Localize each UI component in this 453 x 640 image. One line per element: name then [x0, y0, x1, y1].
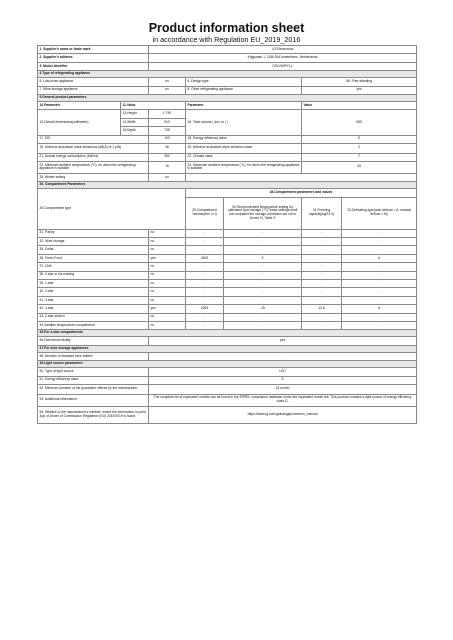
compartment-defrost: A	[342, 305, 417, 313]
compartment-freezing: -	[302, 288, 342, 296]
volume-label: 16. Total volume ( dm³ or l )	[186, 110, 302, 135]
address-row	[38, 54, 417, 62]
compartment-temp: -	[224, 288, 302, 296]
noise-class-value: C	[302, 143, 417, 153]
compartment-name: 41. 3-star	[38, 296, 149, 304]
product-info-table	[37, 45, 417, 424]
compartment-temp: 3	[224, 254, 302, 262]
additional-label: 53. Additional information:	[38, 394, 149, 406]
light-class-value: G	[149, 376, 417, 384]
compartment-temp: -	[224, 246, 302, 254]
params-section-title: 9.General product parameters	[38, 94, 417, 101]
compartment-volume: -	[186, 246, 224, 254]
compartment-temp: -	[224, 229, 302, 237]
compartment-volume: -	[186, 263, 224, 271]
table-row	[38, 280, 417, 288]
compartment-defrost: -	[342, 271, 417, 279]
low-noise-label: 5. Low-noise appliance	[38, 78, 149, 86]
width-value: 913	[149, 118, 186, 126]
compartment-present: no	[149, 246, 186, 254]
compartment-freezing: -	[302, 229, 342, 237]
ee-class-value: E	[302, 135, 417, 143]
winter-value: no	[149, 173, 186, 181]
compartment-freezing: -	[302, 313, 342, 321]
energy-value: 352	[149, 153, 186, 161]
compartment-name: 38. 0-star or ice-making	[38, 271, 149, 279]
bottles-value: -	[149, 352, 417, 360]
ee-class-label: 18. Energy efficiency class	[186, 135, 302, 143]
table-row	[38, 254, 417, 262]
col-parameter: 10.Parameter	[38, 101, 121, 109]
compartment-name: 31. Pantry	[38, 229, 149, 237]
supplier-row	[38, 46, 417, 54]
bottles-row	[38, 352, 417, 360]
design-label: 6. Design type	[186, 78, 302, 86]
compartment-name: 44.Variable temperature compartment	[38, 321, 149, 329]
compartment-defrost: -	[342, 288, 417, 296]
website-label: 54. Weblink to the manufacturer's website, where the information in point 4(a) of Annex of Commission Regulation (EU) 2019/2019 is found	[38, 406, 149, 423]
fast-freeze-row	[38, 337, 417, 345]
table-row	[38, 238, 417, 246]
light-type-label: 50. Type of light source	[38, 368, 149, 376]
compartment-present: yes	[149, 305, 186, 313]
compartment-temp: -	[224, 296, 302, 304]
table-row	[38, 246, 417, 254]
col-defrost: 32.Defrosting type(auto-defrost = A, manual defrost = M)	[342, 197, 417, 229]
noise-class-label: 20. Airborne acoustical noise emission class	[186, 143, 302, 153]
compartment-temp: -	[224, 238, 302, 246]
compartment-freezing: -	[302, 271, 342, 279]
compartment-present: no	[149, 271, 186, 279]
params-column-header	[38, 101, 417, 109]
supplier-label: 1. Supplier's name or trade mark	[38, 46, 149, 54]
website-row	[38, 406, 417, 423]
compartment-present: yes	[149, 254, 186, 262]
compartment-present: no	[149, 321, 186, 329]
compartment-volume: -	[186, 238, 224, 246]
compartment-name: 35. Cellar	[38, 246, 149, 254]
compartment-volume: -	[186, 313, 224, 321]
compartment-volume: -	[186, 296, 224, 304]
noise-value: 36	[149, 143, 186, 153]
compartment-name: 36. Fresh Food	[38, 254, 149, 262]
light-type-row	[38, 368, 417, 376]
temp-row	[38, 161, 417, 173]
website-value: https://www.lg.com/global/gap/common_manual	[149, 406, 417, 423]
compartment-volume: 4302	[186, 254, 224, 262]
compartment-temp: -	[224, 321, 302, 329]
volume-value: 655	[302, 110, 417, 135]
compartment-defrost: -	[342, 313, 417, 321]
compartment-temp: -	[224, 280, 302, 288]
compartment-defrost: -	[342, 229, 417, 237]
fast-freeze-label: 46.Fast freeze facility	[38, 337, 149, 345]
compartment-freezing: -	[302, 280, 342, 288]
additional-row	[38, 394, 417, 406]
four-star-title: 45.For 4-star compartments	[38, 330, 417, 337]
height-label: 13.Height	[121, 110, 149, 118]
compartment-group-title: 28.Compartment parameters and values	[186, 189, 417, 197]
energy-row	[38, 153, 417, 161]
wine-title: 47.For wine storage appliances	[38, 345, 417, 352]
table-row	[38, 313, 417, 321]
model-value: GSLV60PYLL	[149, 62, 417, 70]
col-parameter-2: Parameter	[186, 101, 302, 109]
compartment-defrost: -	[342, 321, 417, 329]
compartment-volume: -	[186, 229, 224, 237]
compartment-name: 42. 4-star	[38, 305, 149, 313]
other-label: 8. Other refrigerating appliance	[186, 86, 302, 94]
col-temp: 30.Recommended temperature setting for optimised food storage (°C)These settings shall not contradict the storage conditions set out in Annex IV, Table 3	[224, 197, 302, 229]
table-row	[38, 271, 417, 279]
guarantee-row	[38, 384, 417, 394]
min-temp-value: 16	[149, 161, 186, 173]
compartment-defrost: -	[342, 263, 417, 271]
compartment-name: 32. Wine storage	[38, 238, 149, 246]
winter-label: 25. Winter setting	[38, 173, 149, 181]
max-temp-value: 43	[302, 161, 417, 173]
low-noise-value: no	[149, 78, 186, 86]
type-section-title: 4.Type of refrigerating appliance	[38, 71, 417, 78]
wine-section-header	[38, 345, 417, 352]
compartment-section-title: 26. Compartment Parameters	[38, 182, 417, 189]
climate-label: 22. Climate class	[186, 153, 302, 161]
low-noise-row	[38, 78, 417, 86]
bottles-label: 48. Number of standard wine bottles	[38, 352, 149, 360]
compartment-volume: -	[186, 280, 224, 288]
guarantee-value: 24 month	[149, 384, 417, 394]
light-section-header	[38, 361, 417, 368]
compartment-volume: 2263	[186, 305, 224, 313]
noise-row	[38, 143, 417, 153]
compartment-defrost: -	[342, 296, 417, 304]
compartment-freezing: -	[302, 296, 342, 304]
compartment-name: 37. Chill	[38, 263, 149, 271]
fast-freeze-value: yes	[149, 337, 417, 345]
compartment-freezing: -	[302, 254, 342, 262]
light-title: 49.Light source parameters	[38, 361, 417, 368]
winter-row	[38, 173, 417, 181]
compartment-present: no	[149, 288, 186, 296]
col-volume: 29.Compartment Volume(dm³ or l)	[186, 197, 224, 229]
compartment-name: 39. 1-star	[38, 280, 149, 288]
additional-value: The complete list of equivalent models can be found in the EPREL compliance database under the equivalent model tab. This product contains a light source of energy efficiency class G.	[149, 394, 417, 406]
compartment-defrost: -	[342, 246, 417, 254]
compartment-section-header	[38, 182, 417, 189]
compartment-name: 43. 2-star section	[38, 313, 149, 321]
address-label: 2. Supplier's address	[38, 54, 149, 62]
height-row	[38, 110, 417, 118]
compartment-defrost: -	[342, 238, 417, 246]
table-row	[38, 321, 417, 329]
col-freezing: 31.Freezing capacity(kg/24 h)	[302, 197, 342, 229]
noise-label: 19. Airborne acoustical noise emissions (dB(A) re 1 pW)	[38, 143, 149, 153]
compartment-present: no	[149, 229, 186, 237]
design-value: 56. Free-standing	[302, 78, 417, 86]
page-title: Product information sheet	[148, 21, 305, 35]
compartment-group-header	[38, 189, 417, 197]
compartment-volume: -	[186, 321, 224, 329]
supplier-value: LG Electronics	[149, 46, 417, 54]
height-value: 1,790	[149, 110, 186, 118]
compartment-name: 40. 2-star	[38, 288, 149, 296]
light-class-label: 51. Energy efficiency class	[38, 376, 149, 384]
compartment-temp: -	[224, 263, 302, 271]
compartment-present: no	[149, 296, 186, 304]
compartment-present: no	[149, 263, 186, 271]
compartment-freezing: -	[302, 238, 342, 246]
col-value-2: Value	[302, 101, 417, 109]
min-temp-label: 23. Minimum ambient temperature (°C), for which the refrigerating appliance is suitable	[38, 161, 149, 173]
width-label: 14.Width	[121, 118, 149, 126]
col-compartment-type: 26.Compartment type	[38, 189, 186, 229]
compartment-present: no	[149, 238, 186, 246]
eei-row	[38, 135, 417, 143]
params-section-header	[38, 94, 417, 101]
compartment-temp: -	[224, 313, 302, 321]
max-temp-label: 24. Maximum ambient temperature (°C), for which the refrigerating appliance is suitable	[186, 161, 302, 173]
page-subtitle: in accordance with Regulation EU_2019_2016	[152, 35, 301, 44]
compartment-freezing: -	[302, 321, 342, 329]
winter-blank	[186, 173, 417, 181]
compartment-freezing: 12.8	[302, 305, 342, 313]
address-value: Krijgsman 1, 1186 DM Amstelveen, Netherlands	[149, 54, 417, 62]
four-star-section-header	[38, 330, 417, 337]
guarantee-label: 52. Minimum duration of the guarantee offered by the manufacturer	[38, 384, 149, 394]
compartment-volume: -	[186, 271, 224, 279]
compartment-present: no	[149, 280, 186, 288]
compartment-freezing: -	[302, 263, 342, 271]
wine-label: 7. Wine storage appliance	[38, 86, 149, 94]
depth-value: 735	[149, 127, 186, 135]
table-row	[38, 305, 417, 313]
depth-label: 15.Depth	[121, 127, 149, 135]
model-row	[38, 62, 417, 70]
eei-label: 17. EEI	[38, 135, 149, 143]
climate-value: T	[302, 153, 417, 161]
compartment-volume: -	[186, 288, 224, 296]
compartment-defrost: -	[342, 280, 417, 288]
model-label: 3. Model identifier	[38, 62, 149, 70]
dimensions-label: 12.Overall dimensions(millimetre)	[38, 110, 121, 135]
compartment-defrost: A	[342, 254, 417, 262]
compartment-temp: -	[224, 271, 302, 279]
type-section-header	[38, 71, 417, 78]
table-row	[38, 263, 417, 271]
table-row	[38, 229, 417, 237]
compartment-temp: -19	[224, 305, 302, 313]
light-type-value: LED	[149, 368, 417, 376]
wine-value: no	[149, 86, 186, 94]
light-class-row	[38, 376, 417, 384]
table-row	[38, 296, 417, 304]
wine-row	[38, 86, 417, 94]
other-value: yes	[302, 86, 417, 94]
col-value: 11.Value	[121, 101, 186, 109]
table-row	[38, 288, 417, 296]
compartment-present: no	[149, 313, 186, 321]
eei-value: 100	[149, 135, 186, 143]
energy-label: 21. Annual energy consumption (kWh/a)	[38, 153, 149, 161]
compartment-freezing: -	[302, 246, 342, 254]
